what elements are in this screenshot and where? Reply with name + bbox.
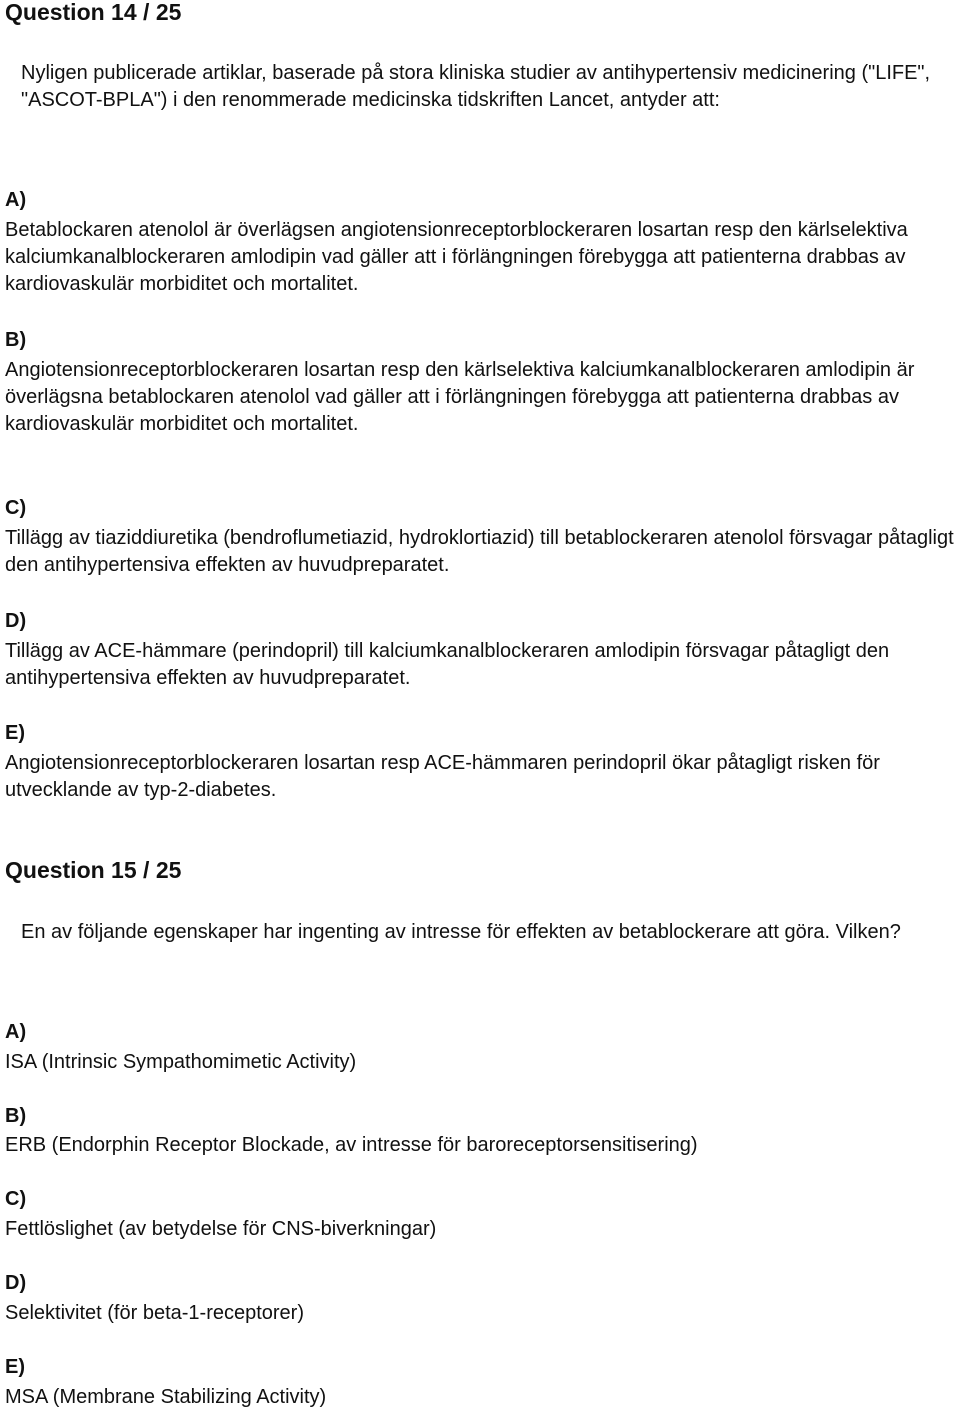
question-14-option-c-text: Tillägg av tiaziddiuretika (bendroflumetiazid, hydroklortiazid) till betablockeraren atenolol försvagar påtagligt den antihypertensiva effekten av huvudpreparatet. <box>5 527 954 576</box>
question-15-option-a-text: ISA (Intrinsic Sympathomimetic Activity) <box>5 1051 357 1073</box>
question-14-option-e-letter: E) <box>5 722 25 744</box>
question-15-option-a-letter: A) <box>5 1021 27 1043</box>
question-14-option-a-letter: A) <box>5 189 27 211</box>
question-15-option-e-letter: E) <box>5 1356 25 1378</box>
question-15-option-d-text: Selektivitet (för beta-1-receptorer) <box>5 1302 305 1324</box>
question-14-option-b-letter: B) <box>5 329 27 351</box>
question-14-option-d-letter: D) <box>5 610 27 632</box>
question-14-option-a-text: Betablockaren atenolol är överlägsen angiotensionreceptorblockeraren losartan resp den kärlselektiva kalciumkanalblockeraren amlodipin vad gäller att i förlängningen förebygga att patienterna drabbas av kardiovaskulär morbiditet och mortalitet. <box>5 219 908 295</box>
question-15-option-d-letter: D) <box>5 1272 27 1294</box>
question-15-title: Question 15 / 25 <box>5 857 182 883</box>
question-14-option-e-text: Angiotensionreceptorblockeraren losartan resp ACE-hämmaren perindopril ökar påtagligt risken för utvecklande av typ-2-diabetes. <box>5 752 880 801</box>
question-15-option-b-text: ERB (Endorphin Receptor Blockade, av intresse för baroreceptorsensitisering) <box>5 1134 698 1156</box>
question-15-option-c-text: Fettlöslighet (av betydelse för CNS-biverkningar) <box>5 1218 437 1240</box>
question-15-text: En av följande egenskaper har ingenting av intresse för effekten av betablockerare att göra. Vilken? <box>21 921 901 943</box>
question-15-option-c-letter: C) <box>5 1188 27 1210</box>
question-14-option-d-text: Tillägg av ACE-hämmare (perindopril) till kalciumkanalblockeraren amlodipin försvagar påtagligt den antihypertensiva effekten av huvudpreparatet. <box>5 640 890 689</box>
question-15-option-b-letter: B) <box>5 1105 27 1127</box>
question-14-title: Question 14 / 25 <box>5 0 182 25</box>
question-14-text: Nyligen publicerade artiklar, baserade på stora kliniska studier av antihypertensiv medicinering ("LIFE", "ASCOT-BPLA") i den renommerade medicinska tidskriften Lancet, antyder att: <box>21 62 931 111</box>
question-14-option-c-letter: C) <box>5 497 27 519</box>
question-15-option-e-text: MSA (Membrane Stabilizing Activity) <box>5 1386 327 1408</box>
question-14-option-b-text: Angiotensionreceptorblockeraren losartan resp den kärlselektiva kalciumkanalblockeraren amlodipin är överlägsna betablockaren atenolol vad gäller att i förlängningen förebygga att patienterna drabbas av kardiovaskulär morbiditet och mortalitet. <box>5 359 915 435</box>
